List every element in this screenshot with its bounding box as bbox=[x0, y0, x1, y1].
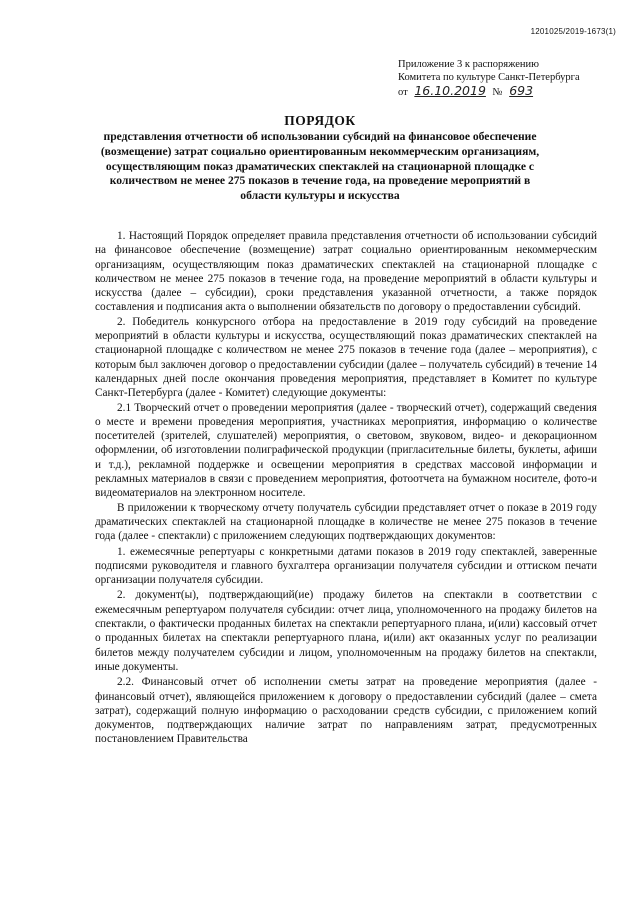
paragraph-2-2: 2.2. Финансовый отчет об исполнении сметы затрат на проведение мероприятия (далее - финансовый отчет), являющейся приложением к договору о предоставлении субсидий (далее – смета затрат), содержащий полную информацию о расходовании средств субсидии, с приложением копий документов, подтверждающих наличие затрат по направлениям затрат, предусмотренных постановлением Правительства bbox=[95, 676, 597, 746]
paragraph-appendix-report: В приложении к творческому отчету получатель субсидии представляет отчет о показе в 2019 году драматических спектаклей на стационарной площадке в количестве не менее 275 показов в течение года (далее - спектакли) с приложением следующих подтверждающих документов: bbox=[95, 501, 597, 543]
page-title: ПОРЯДОК bbox=[284, 113, 356, 128]
number-label: № bbox=[492, 87, 503, 98]
document-id: 1201025/2019-1673(1) bbox=[530, 27, 616, 36]
appendix-header bbox=[398, 58, 580, 99]
handwritten-date: 16.10.2019 bbox=[414, 83, 486, 98]
appendix-date-line bbox=[398, 84, 580, 99]
appendix-line-2: Комитета по культуре Санкт-Петербурга bbox=[398, 72, 580, 83]
list-item-2: 2. документ(ы), подтверждающий(ие) продажу билетов на спектакли в соответствии с ежемесячным репертуаром получателя субсидии: отчет лица, уполномоченного на продажу билетов на спектакли, о фактически проданных билетах на спектакли репертуарного плана, и(или) кассовый отчет о проданных билетах на спектакли репертуарного плана, и(или) акт оказанных услуг по реализации билетов между получателем субсидии и лицом, уполномоченным на продажу билетов на спектакли, иные документы. bbox=[95, 589, 597, 673]
from-label: от bbox=[398, 87, 408, 98]
list-item-1: 1. ежемесячные репертуары с конкретными датами показов в 2019 году спектаклей, заверенные подписями руководителя и главного бухгалтера организации получателя субсидии и оттиском печати организации получателя субсидии. bbox=[95, 545, 597, 587]
document-body bbox=[95, 229, 597, 747]
handwritten-number: 693 bbox=[509, 83, 534, 98]
paragraph-2: 2. Победитель конкурсного отбора на предоставление в 2019 году субсидий на проведение мероприятий в области культуры и искусства, осуществляющий показ драматических спектаклей на стационарной площадке с количеством не менее 275 показов в течение года (далее – мероприятия), с которым был заключен договор о предоставлении субсидии (далее – получатель субсидий) в течение 14 календарных дней после окончания проведения мероприятия, представляет в Комитет по культуре Санкт-Петербурга (далее - Комитет) следующие документы: bbox=[95, 315, 597, 400]
paragraph-1: 1. Настоящий Порядок определяет правила представления отчетности об использовании субсидий на финансовое обеспечение (возмещение) затрат социально ориентированным некоммерческим организациям, осуществляющим показ драматических спектаклей на стационарной площадке с количеством не менее 275 показов в течение года, на проведение мероприятий в области культуры и искусства (далее – субсидии), сроки представления указанной отчетности, а также порядок составления и подписания акта о выполнении обязательств по договору о предоставлении субсидий. bbox=[95, 230, 597, 314]
page-subtitle: представления отчетности об использовании субсидий на финансовое обеспечение (возмещение) затрат социально ориентированным некоммерческим организациям, осуществляющим показ драматических спектаклей на стационарной площадке с количеством не менее 275 показов в течение года, на проведение мероприятий в области культуры и искусства bbox=[100, 130, 540, 203]
paragraph-2-1: 2.1 Творческий отчет о проведении мероприятия (далее - творческий отчет), содержащий сведения о месте и времени проведения мероприятия, участниках мероприятия, информацию о количестве посетителей (зрителей, слушателей) мероприятия, о световом, звуковом, видео- и декорационном оформлении, об изготовлении полиграфической продукции (пригласительные билеты, буклеты, афиши и т.д.), рекламной поддержке и освещении мероприятия в средствах массовой информации и рекламных материалов в связи с проведением мероприятия, фотоотчета на бумажном носителе, фото-и видеоматериалов на электронном носителе. bbox=[95, 401, 597, 500]
appendix-line-1: Приложение 3 к распоряжению bbox=[398, 59, 539, 70]
